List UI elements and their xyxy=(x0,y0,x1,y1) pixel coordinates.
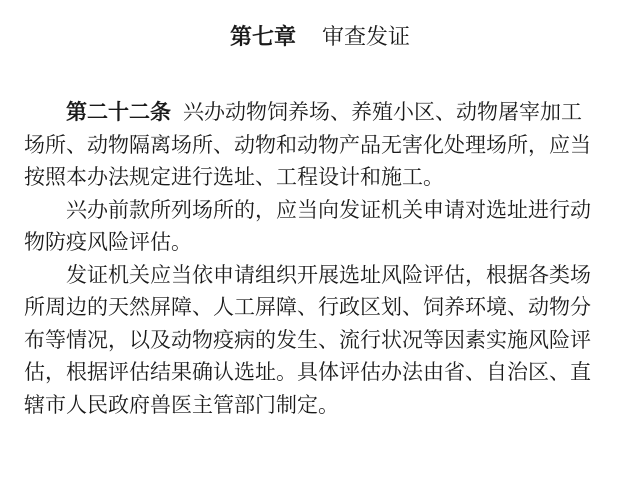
article-body xyxy=(24,96,624,421)
paragraph-2-line-1: 兴办前款所列场所的，应当向发证机关申请对选址进行动 xyxy=(66,197,591,222)
paragraph-1-line-2: 场所、动物隔离场所、动物和动物产品无害化处理场所，应当 xyxy=(24,132,591,157)
chapter-name: 审查发证 xyxy=(322,25,411,50)
paragraph-1-line-1 xyxy=(24,96,624,129)
chapter-number: 第七章 xyxy=(229,24,296,50)
paragraph-3-line-5: 辖市人民政府兽医主管部门制定。 xyxy=(24,392,339,417)
paragraph-3-line-4: 估，根据评估结果确认选址。具体评估办法由省、自治区、直 xyxy=(24,360,591,384)
paragraph-2-line-2: 物防疫风险评估。 xyxy=(24,230,192,254)
paragraph-3-line-2: 所周边的天然屏障、人工屏障、行政区划、饲养环境、动物分 xyxy=(24,295,591,319)
paragraph-1-text-1: 兴办动物饲养场、养殖小区、动物屠宰加工 xyxy=(183,100,582,124)
paragraph-1-line-3: 按照本办法规定进行选址、工程设计和施工。 xyxy=(24,165,444,189)
chapter-heading xyxy=(0,22,640,53)
paragraph-3-line-3: 布等情况，以及动物疫病的发生、流行状况等因素实施风险评 xyxy=(24,327,591,352)
paragraph-3-line-1: 发证机关应当依申请组织开展选址风险评估，根据各类场 xyxy=(66,262,591,287)
article-number: 第二十二条 xyxy=(66,99,171,124)
